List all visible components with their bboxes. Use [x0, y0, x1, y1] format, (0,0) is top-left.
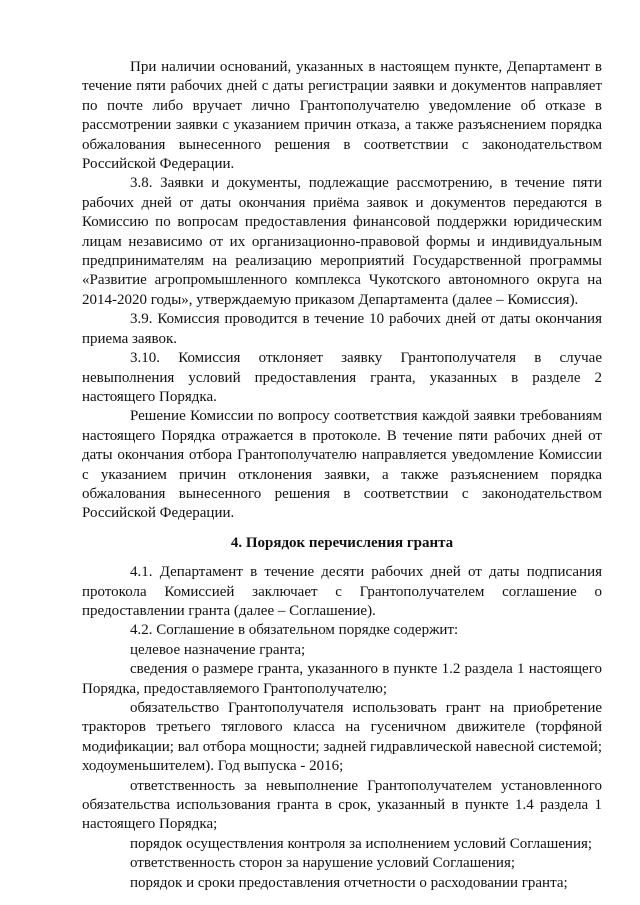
list-item-responsibility: ответственность за невыполнение Грантополучателем установленного обязательства использования гранта в срок, указанный в пункте 1.4 раздела 1 настоящего Порядка;	[82, 777, 602, 833]
section-4-heading: 4. Порядок перечисления гранта	[230, 534, 454, 551]
list-item-control: порядок осуществления контроля за исполнением условий Соглашения;	[130, 835, 593, 852]
paragraph-3-9: 3.9. Комиссия проводится в течение 10 рабочих дней от даты окончания приема заявок.	[82, 311, 602, 347]
paragraph-commission-decision: Решение Комиссии по вопросу соответствия каждой заявки требованиям настоящего Порядка отражается в протоколе. В течение пяти рабочих дней от даты окончания отбора Грантополучателю направляется уведомление Комиссии с указанием причин отклонения заявки, а также разъяснением порядка обжалования вынесенного решения в соответствии с законодательством Российской Федерации.	[82, 408, 602, 522]
paragraph-4-2: 4.2. Соглашение в обязательном порядке содержит:	[130, 622, 459, 639]
paragraph-3-10: 3.10. Комиссия отклоняет заявку Грантополучателя в случае невыполнения условий предоставления гранта, указанных в разделе 2 настоящего Порядка.	[82, 350, 602, 405]
paragraph-refusal-notice: При наличии оснований, указанных в настоящем пункте, Департамент в течение пяти рабочих дней с даты регистрации заявки и документов направляет по почте либо вручает лично Грантополучателю уведомление об отказе в рассмотрении заявки с указанием причин отказа, а также разъяснением порядка обжалования вынесенного решения в соответствии с законодательством Российской Федерации.	[82, 59, 602, 173]
paragraph-4-1: 4.1. Департамент в течение десяти рабочих дней от даты подписания протокола Комиссией заключает с Грантополучателем соглашение о предоставлении гранта (далее – Соглашение).	[82, 564, 602, 619]
list-item-parties: ответственность сторон за нарушение условий Соглашения;	[130, 855, 516, 872]
list-item-purpose: целевое назначение гранта;	[130, 641, 306, 658]
list-item-reporting: порядок и сроки предоставления отчетности о расходовании гранта;	[130, 874, 568, 891]
list-item-amount: сведения о размере гранта, указанного в пункте 1.2 раздела 1 настоящего Порядка, предоставляемого Грантополучателю;	[82, 661, 602, 697]
document-page	[82, 58, 602, 893]
paragraph-3-8: 3.8. Заявки и документы, подлежащие рассмотрению, в течение пяти рабочих дней от даты окончания приёма заявок и документов передаются в Комиссию по вопросам предоставления финансовой поддержки юридическим лицам независимо от их организационно-правовой формы и индивидуальным предпринимателям на реализацию мероприятий Государственной программы «Развитие агропромышленного комплекса Чукотского автономного округа на 2014-2020 годы», утверждаемую приказом Департамента (далее – Комиссия).	[82, 175, 602, 308]
list-item-obligation: обязательство Грантополучателя использовать грант на приобретение тракторов третьего тяглового класса на гусеничном движителе (торфяной модификации; вал отбора мощности; задней гидравлической навесной системой; ходоуменьшителем). Год выпуска - 2016;	[82, 700, 602, 775]
